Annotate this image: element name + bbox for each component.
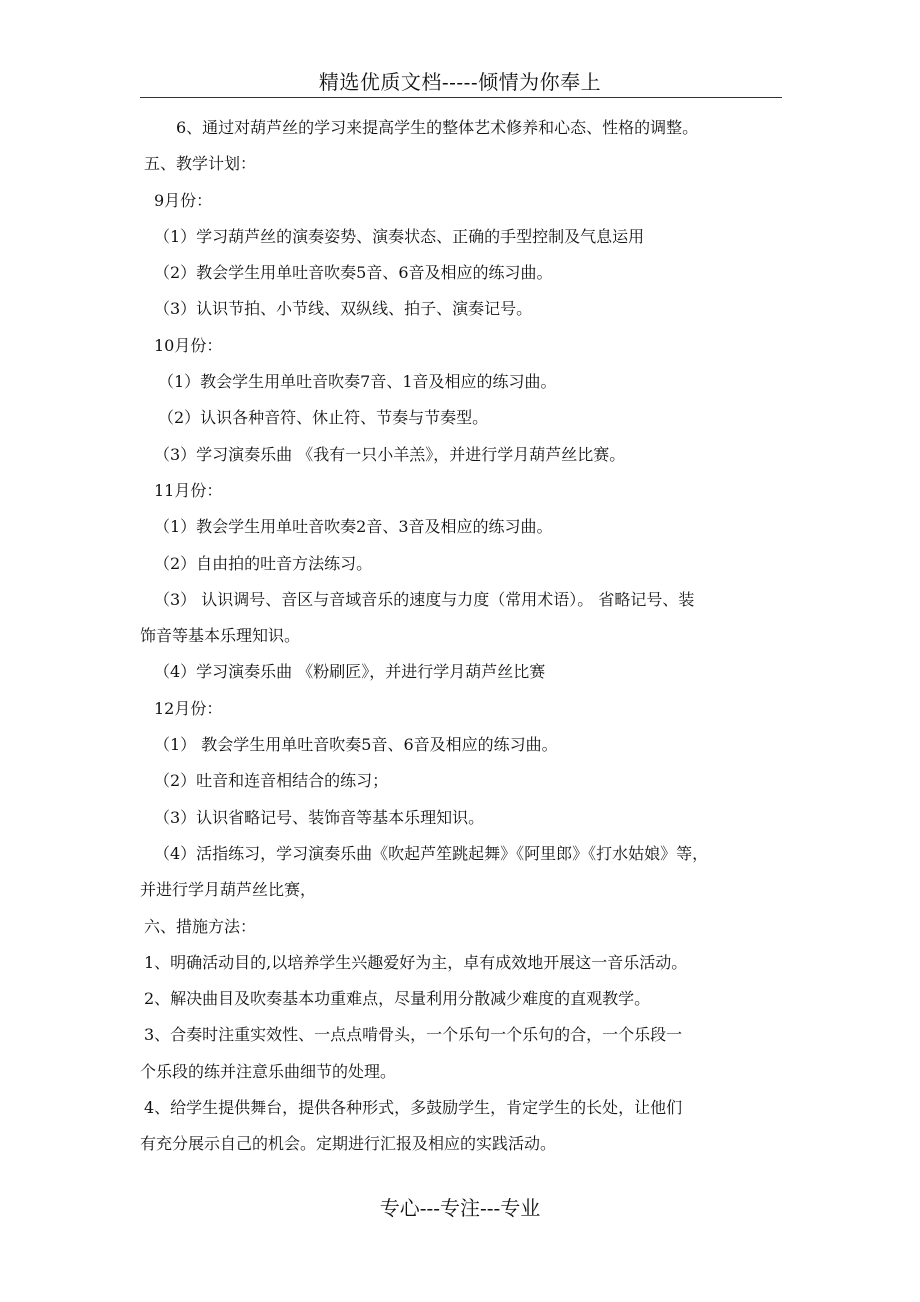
paragraph-line: （1） 教会学生用单吐音吹奏5音、6音及相应的练习曲。 [154,735,558,755]
paragraph-line: 2、解决曲目及吹奏基本功重难点，尽量利用分散减少难度的直观教学。 [144,989,651,1009]
paragraph-line: （1）学习葫芦丝的演奏姿势、演奏状态、正确的手型控制及气息运用 [154,226,645,246]
paragraph-line: 10月份： [154,335,223,355]
paragraph-line: （2）自由拍的吐音方法练习。 [154,553,373,573]
paragraph-line: 六、措施方法： [144,916,257,936]
paragraph-line: （3） 认识调号、音区与音域音乐的速度与力度（常用术语）。 省略记号、装 [154,589,695,609]
paragraph-line: （2）吐音和连音相结合的练习； [154,771,389,791]
paragraph-line: 12月份： [154,698,223,718]
paragraph-line: （1）教会学生用单吐音吹奏7音、1音及相应的练习曲。 [158,372,557,392]
paragraph-line: 9月份： [154,190,213,210]
paragraph-line: 并进行学月葫芦丝比赛， [140,880,317,900]
paragraph-line: 有充分展示自己的机会。定期进行汇报及相应的实践活动。 [140,1134,557,1154]
paragraph-line: （3）学习演奏乐曲 《我有一只小羊羔》，并进行学月葫芦丝比赛。 [154,444,626,464]
paragraph-line: 饰音等基本乐理知识。 [140,626,301,646]
paragraph-line: 1、明确活动目的,以培养学生兴趣爱好为主，卓有成效地开展这一音乐活动。 [144,952,688,972]
paragraph-line: 11月份： [154,480,223,500]
paragraph-line: （1）教会学生用单吐音吹奏2音、3音及相应的练习曲。 [154,517,553,537]
paragraph-line: 个乐段的练并注意乐曲细节的处理。 [140,1061,397,1081]
paragraph-line: 6、通过对葫芦丝的学习来提高学生的整体艺术修养和心态、性格的调整。 [176,118,699,137]
page-footer: 专心---专注---专业 [379,1196,541,1220]
paragraph-line: （3）认识节拍、小节线、双纵线、拍子、演奏记号。 [154,299,533,319]
paragraph-line: （2）教会学生用单吐音吹奏5音、6音及相应的练习曲。 [154,263,553,283]
paragraph-line: 五、教学计划： [144,154,257,174]
page-header: 精选优质文档-----倾情为你奉上 [318,70,602,94]
paragraph-line: （2）认识各种音符、休止符、节奏与节奏型。 [158,408,489,428]
paragraph-line: （3）认识省略记号、装饰音等基本乐理知识。 [154,807,485,827]
paragraph-line: （4）学习演奏乐曲 《粉刷匠》，并进行学月葫芦丝比赛 [154,662,546,682]
paragraph-line: 4、给学生提供舞台，提供各种形式，多鼓励学生，肯定学生的长处，让他们 [144,1098,683,1118]
document-body [140,110,785,1163]
paragraph-line: 3、合奏时注重实效性、一点点啃骨头，一个乐句一个乐句的合，一个乐段一 [144,1025,683,1045]
paragraph-line: （4）活指练习，学习演奏乐曲《吹起芦笙跳起舞》《阿里郎》《打水姑娘》等， [154,843,709,863]
header-divider [140,97,782,98]
